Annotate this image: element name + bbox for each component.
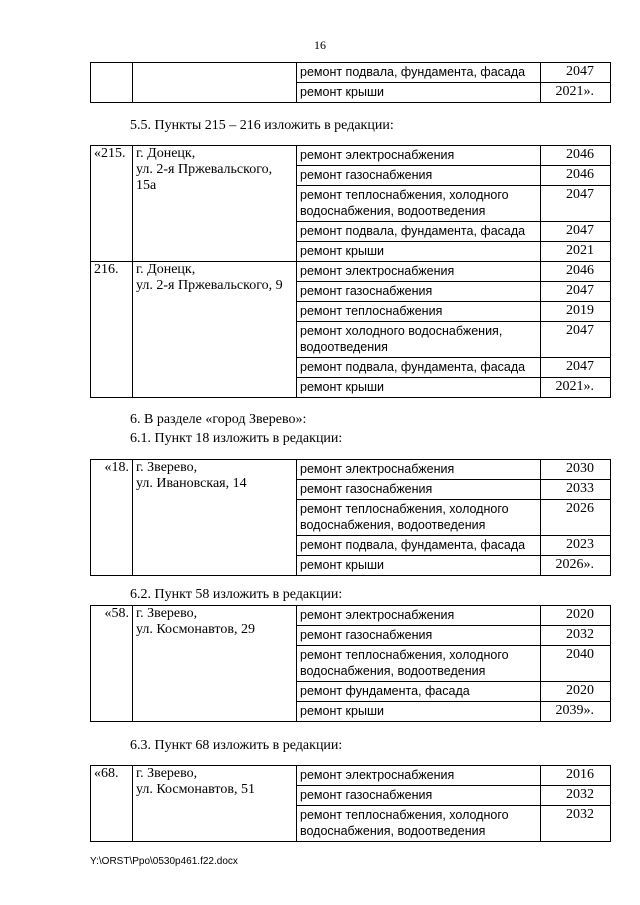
year-cell: 2047 [541, 322, 611, 358]
year-cell: 2032 [541, 626, 611, 646]
address-line: 15а [136, 178, 157, 193]
address-line: ул. Ивановская, 14 [136, 476, 247, 491]
table-item-18 [90, 459, 611, 576]
year-cell: 2021». [541, 378, 611, 398]
year-cell: 2030 [541, 460, 611, 480]
table-items-215-216 [90, 145, 611, 398]
work-cell: ремонт теплоснабжения, холодного водоснабжения, водоотведения [297, 646, 541, 682]
item-number-cell: «68. [91, 766, 133, 842]
work-cell: ремонт газоснабжения [297, 626, 541, 646]
work-cell: ремонт подвала, фундамента, фасада [297, 536, 541, 556]
address-line: г. Донецк, [136, 146, 196, 161]
address-line: ул. 2-я Пржевальского, [136, 162, 273, 177]
table-item-58 [90, 605, 611, 722]
year-cell: 2047 [541, 358, 611, 378]
table-row [91, 146, 611, 166]
work-cell: ремонт подвала, фундамента, фасада [297, 222, 541, 242]
address-line: г. Зверево, [136, 460, 198, 475]
work-cell: ремонт холодного водоснабжения, водоотведения [297, 322, 541, 358]
address-line: г. Зверево, [136, 766, 198, 781]
table-row [91, 606, 611, 626]
work-cell: ремонт электроснабжения [297, 606, 541, 626]
address-line: г. Зверево, [136, 606, 198, 621]
year-cell: 2047 [541, 222, 611, 242]
item-number-cell [91, 63, 133, 103]
table-item-68 [90, 765, 611, 842]
footer-file-path: Y:\ORST\Ppo\0530p461.f22.docx [90, 856, 238, 867]
work-cell: ремонт теплоснабжения, холодного водоснабжения, водоотведения [297, 500, 541, 536]
year-cell: 2039». [541, 702, 611, 722]
address-line: ул. Космонавтов, 51 [136, 782, 255, 797]
item-number-cell: 216. [91, 262, 133, 398]
work-cell: ремонт подвала, фундамента, фасада [297, 63, 541, 83]
year-cell: 2019 [541, 302, 611, 322]
work-cell: ремонт газоснабжения [297, 166, 541, 186]
work-cell: ремонт крыши [297, 702, 541, 722]
paragraph-6: 6. В разделе «город Зверево»: [130, 412, 307, 427]
year-cell: 2047 [541, 282, 611, 302]
work-cell: ремонт газоснабжения [297, 282, 541, 302]
work-cell: ремонт подвала, фундамента, фасада [297, 358, 541, 378]
year-cell: 2023 [541, 536, 611, 556]
year-cell: 2033 [541, 480, 611, 500]
address-cell [133, 146, 297, 262]
work-cell: ремонт теплоснабжения, холодного водоснабжения, водоотведения [297, 806, 541, 842]
work-cell: ремонт крыши [297, 378, 541, 398]
year-cell: 2046 [541, 146, 611, 166]
year-cell: 2040 [541, 646, 611, 682]
item-number-cell: «18. [91, 460, 133, 576]
year-cell: 2020 [541, 606, 611, 626]
work-cell: ремонт электроснабжения [297, 262, 541, 282]
year-cell: 2046 [541, 262, 611, 282]
year-cell: 2026 [541, 500, 611, 536]
work-cell: ремонт электроснабжения [297, 146, 541, 166]
work-cell: ремонт крыши [297, 83, 541, 103]
work-cell: ремонт теплоснабжения [297, 302, 541, 322]
work-cell: ремонт газоснабжения [297, 480, 541, 500]
address-cell [133, 63, 297, 103]
work-cell: ремонт крыши [297, 242, 541, 262]
table-row [91, 262, 611, 282]
address-cell [133, 460, 297, 576]
address-line: г. Донецк, [136, 262, 196, 277]
year-cell: 2047 [541, 63, 611, 83]
page-number: 16 [314, 38, 326, 52]
table-row [91, 460, 611, 480]
year-cell: 2047 [541, 186, 611, 222]
work-cell: ремонт электроснабжения [297, 766, 541, 786]
year-cell: 2032 [541, 786, 611, 806]
table-row [91, 766, 611, 786]
work-cell: ремонт теплоснабжения, холодного водоснабжения, водоотведения [297, 186, 541, 222]
item-number-cell: «58. [91, 606, 133, 722]
paragraph-6-1: 6.1. Пункт 18 изложить в редакции: [130, 431, 343, 446]
address-cell [133, 262, 297, 398]
address-cell [133, 606, 297, 722]
work-cell: ремонт крыши [297, 556, 541, 576]
table-continuation [90, 62, 611, 103]
year-cell: 2020 [541, 682, 611, 702]
work-cell: ремонт фундамента, фасада [297, 682, 541, 702]
paragraph-5-5: 5.5. Пункты 215 – 216 изложить в редакции: [130, 118, 394, 133]
paragraph-6-3: 6.3. Пункт 68 изложить в редакции: [130, 738, 343, 753]
address-cell [133, 766, 297, 842]
year-cell: 2021». [541, 83, 611, 103]
year-cell: 2026». [541, 556, 611, 576]
work-cell: ремонт газоснабжения [297, 786, 541, 806]
paragraph-6-2: 6.2. Пункт 58 изложить в редакции: [130, 587, 343, 602]
year-cell: 2016 [541, 766, 611, 786]
address-line: ул. 2-я Пржевальского, 9 [136, 278, 283, 293]
year-cell: 2021 [541, 242, 611, 262]
table-row [91, 63, 611, 83]
year-cell: 2046 [541, 166, 611, 186]
year-cell: 2032 [541, 806, 611, 842]
work-cell: ремонт электроснабжения [297, 460, 541, 480]
item-number-cell: «215. [91, 146, 133, 262]
address-line: ул. Космонавтов, 29 [136, 622, 255, 637]
